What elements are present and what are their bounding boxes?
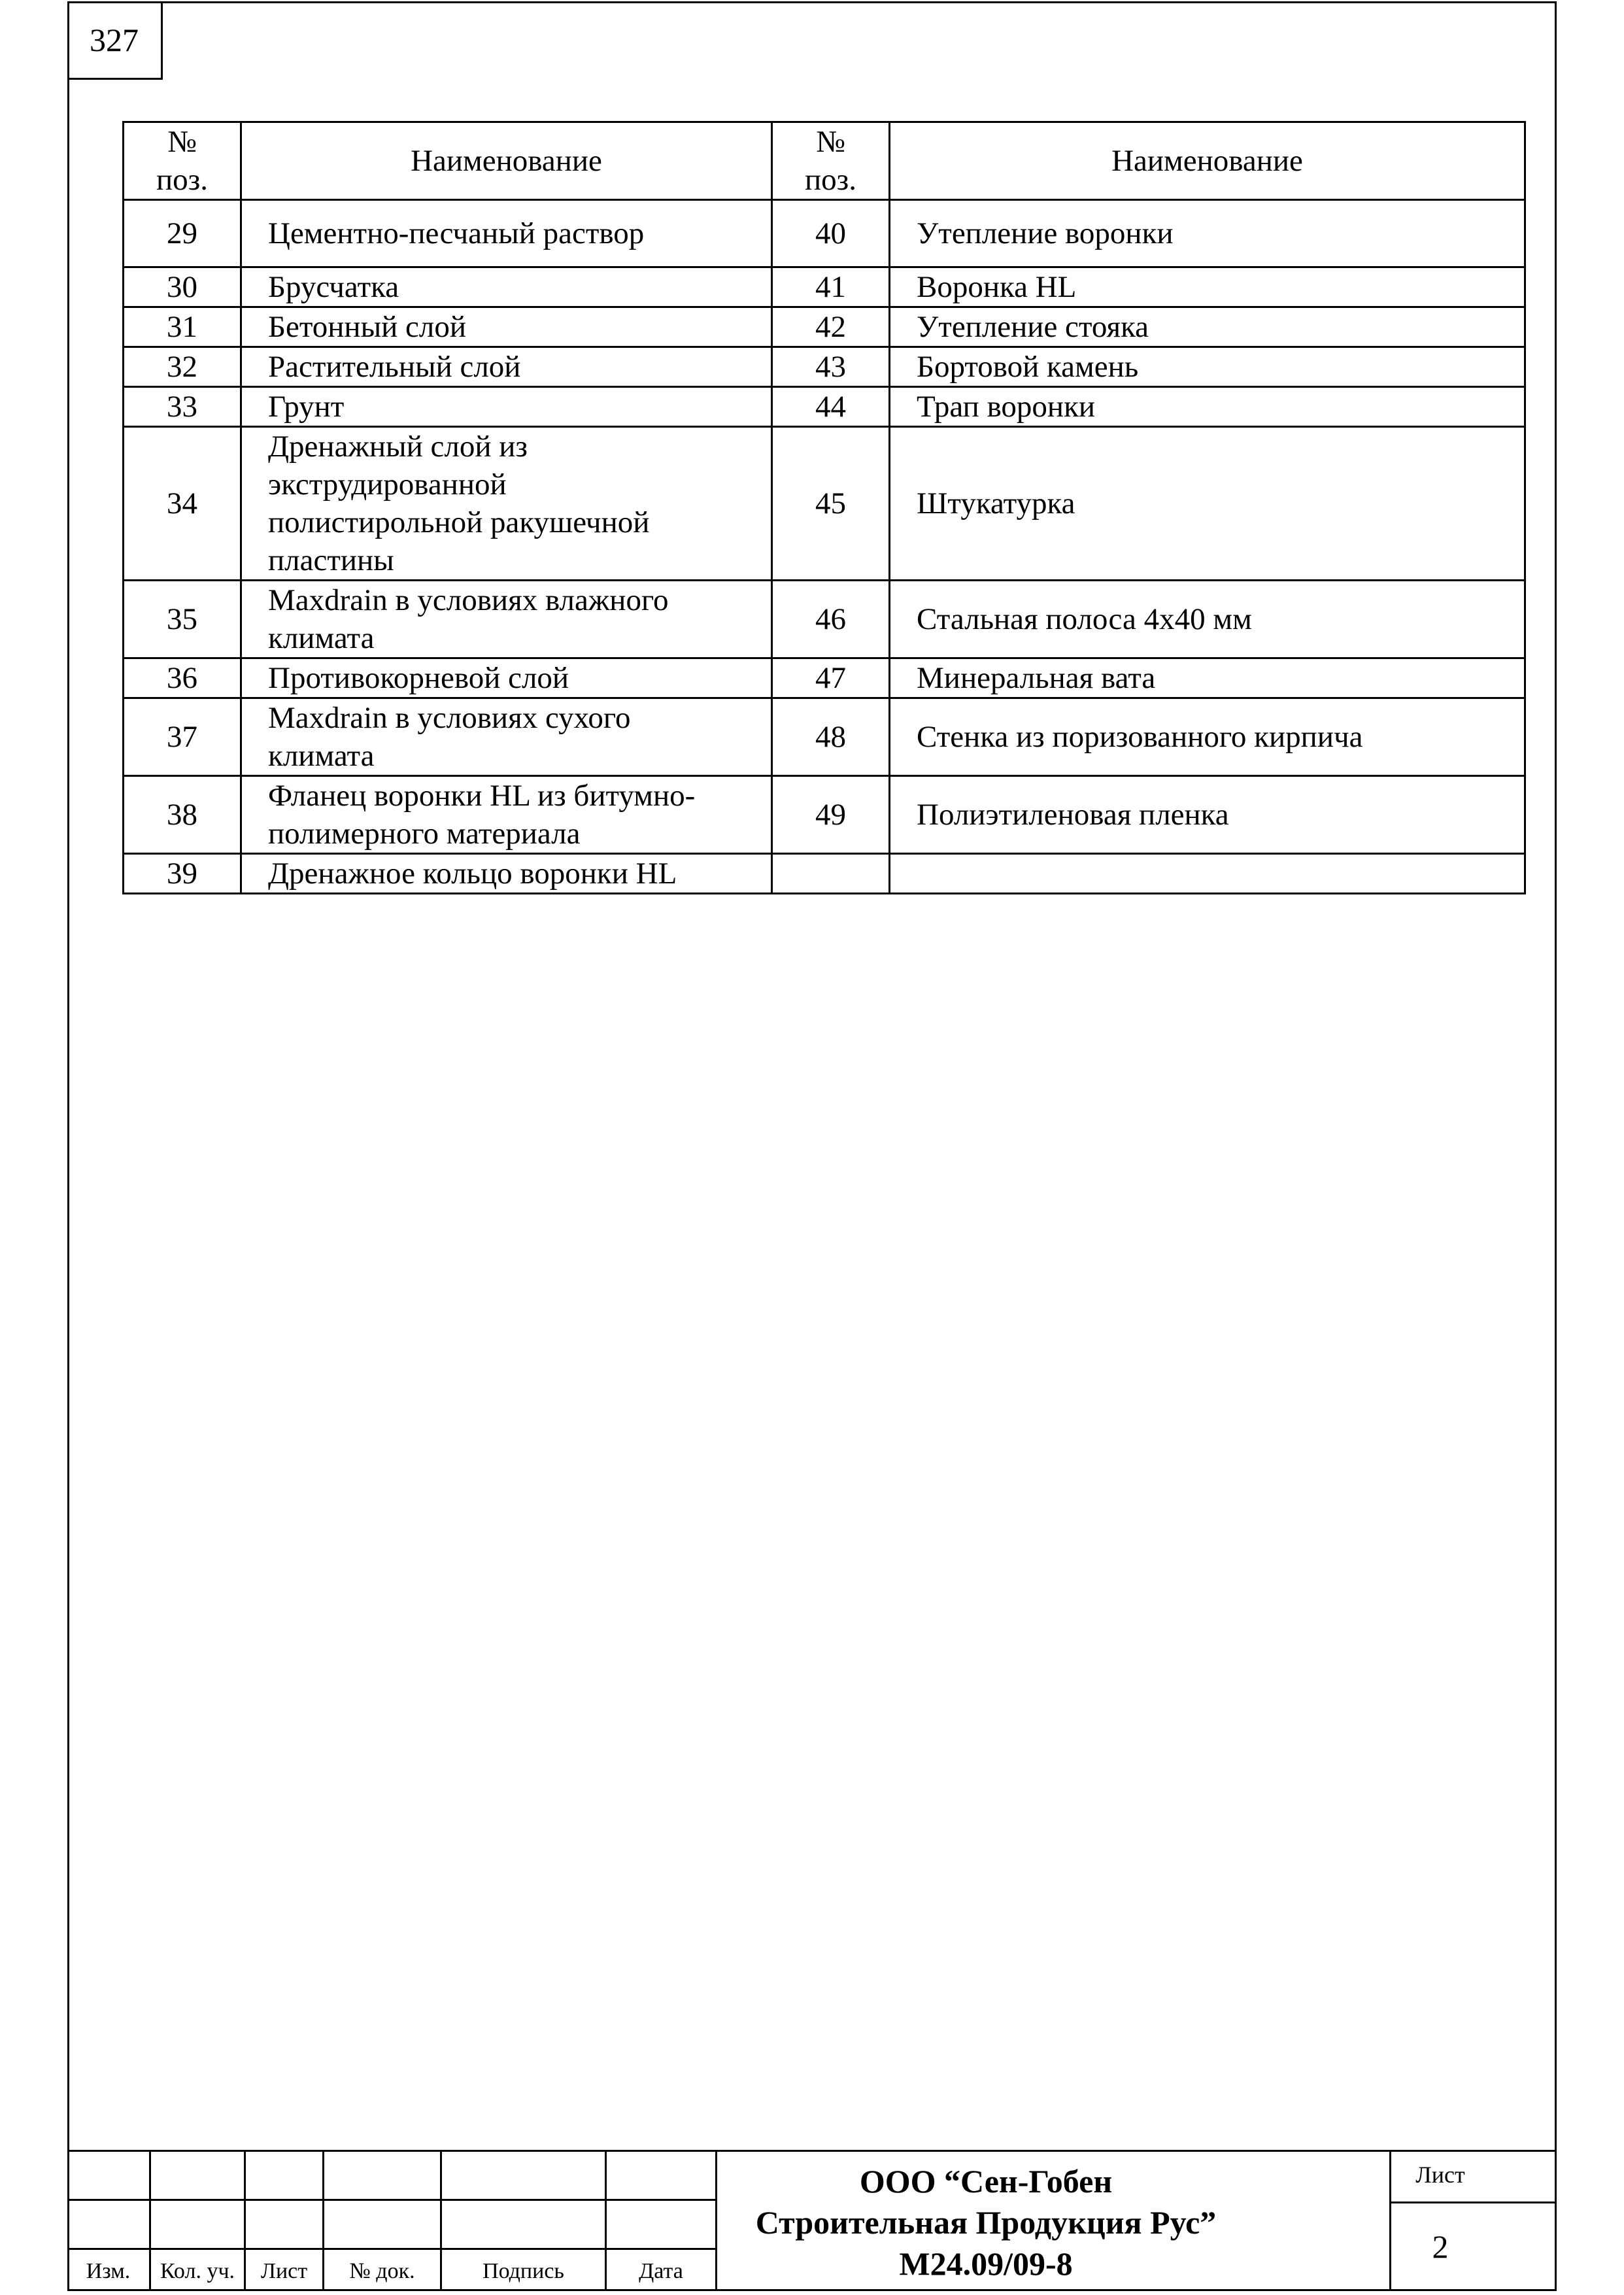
pos-number-left: 37 bbox=[124, 698, 241, 776]
pos-number-left: 29 bbox=[124, 200, 241, 267]
item-name-right: Воронка HL bbox=[890, 267, 1525, 307]
item-name-left bbox=[241, 854, 772, 894]
sheet-number: 2 bbox=[1432, 2228, 1449, 2265]
item-name-line: пластины bbox=[268, 543, 394, 577]
stamp-row-line bbox=[67, 2199, 715, 2201]
item-name-line: Фланец воронки HL из битумно- bbox=[268, 779, 696, 813]
item-name-line: Бетонный слой bbox=[268, 310, 467, 344]
table-row bbox=[124, 307, 1525, 347]
pos-number-left: 35 bbox=[124, 581, 241, 658]
pos-number-right: 49 bbox=[772, 776, 890, 854]
header-name-right: Наименование bbox=[890, 122, 1525, 200]
stamp-label-izm: Изм. bbox=[86, 2259, 131, 2283]
item-name-line: климата bbox=[268, 621, 375, 655]
item-name-line: Дренажный слой из bbox=[268, 430, 528, 464]
item-name-line: Противокорневой слой bbox=[268, 661, 569, 695]
item-name-line: Дренажное кольцо воронки HL bbox=[268, 857, 677, 891]
item-name-left bbox=[241, 776, 772, 854]
item-name-right: Минеральная вата bbox=[890, 658, 1525, 698]
pos-number-left: 36 bbox=[124, 658, 241, 698]
sheet-label: Лист bbox=[1415, 2162, 1465, 2188]
item-name-line: полимерного материала bbox=[268, 817, 581, 851]
item-name-right: Полиэтиленовая пленка bbox=[890, 776, 1525, 854]
stamp-label-list: Лист bbox=[260, 2259, 308, 2283]
table-row bbox=[124, 854, 1525, 894]
pos-number-right: 43 bbox=[772, 347, 890, 387]
header-pos-sign: № bbox=[816, 125, 845, 159]
page-number: 327 bbox=[67, 1, 163, 80]
table-row bbox=[124, 267, 1525, 307]
organization-title bbox=[650, 2154, 1322, 2291]
org-line-2: Строительная Продукция Рус” bbox=[755, 2203, 1217, 2241]
item-name-right: Утепление стояка bbox=[890, 307, 1525, 347]
item-name-left bbox=[241, 200, 772, 267]
pos-number-left: 33 bbox=[124, 387, 241, 427]
item-name-right: Штукатурка bbox=[890, 427, 1525, 581]
item-name-left bbox=[241, 347, 772, 387]
item-name-left bbox=[241, 267, 772, 307]
pos-number-right: 40 bbox=[772, 200, 890, 267]
table-header-row bbox=[124, 122, 1525, 200]
item-name-left bbox=[241, 698, 772, 776]
header-pos-left bbox=[124, 122, 241, 200]
header-pos-sign: № bbox=[167, 125, 197, 159]
org-line-1: ООО “Сен-Гобен bbox=[859, 2162, 1113, 2200]
pos-number-left: 32 bbox=[124, 347, 241, 387]
table-row bbox=[124, 427, 1525, 581]
table-row bbox=[124, 200, 1525, 267]
header-pos-right bbox=[772, 122, 890, 200]
table-row bbox=[124, 581, 1525, 658]
item-name-line: Maxdrain в условиях сухого bbox=[268, 701, 631, 735]
item-name-right: Стенка из поризованного кирпича bbox=[890, 698, 1525, 776]
pos-number-left: 34 bbox=[124, 427, 241, 581]
pos-number-right bbox=[772, 854, 890, 894]
item-name-line: полистирольной ракушечной bbox=[268, 505, 650, 539]
header-name-left: Наименование bbox=[241, 122, 772, 200]
pos-number-right: 42 bbox=[772, 307, 890, 347]
item-name-right: Стальная полоса 4х40 мм bbox=[890, 581, 1525, 658]
table-row bbox=[124, 658, 1525, 698]
item-name-left bbox=[241, 307, 772, 347]
pos-number-right: 47 bbox=[772, 658, 890, 698]
item-name-line: Цементно-песчаный раствор bbox=[268, 216, 645, 250]
header-pos-abbr: поз. bbox=[156, 163, 208, 197]
header-pos-abbr: поз. bbox=[805, 163, 856, 197]
item-name-line: климата bbox=[268, 739, 375, 773]
pos-number-left: 30 bbox=[124, 267, 241, 307]
table-row bbox=[124, 698, 1525, 776]
pos-number-left: 38 bbox=[124, 776, 241, 854]
item-name-line: Maxdrain в условиях влажного bbox=[268, 583, 669, 617]
stamp-label-doc-no: № док. bbox=[349, 2259, 415, 2283]
stamp-label-date: Дата bbox=[639, 2259, 683, 2283]
table-row bbox=[124, 347, 1525, 387]
item-name-left bbox=[241, 658, 772, 698]
pos-number-left: 31 bbox=[124, 307, 241, 347]
table-row bbox=[124, 776, 1525, 854]
item-name-right bbox=[890, 854, 1525, 894]
pos-number-left: 39 bbox=[124, 854, 241, 894]
specification-table bbox=[122, 121, 1526, 894]
pos-number-right: 46 bbox=[772, 581, 890, 658]
item-name-line: Растительный слой bbox=[268, 350, 521, 384]
table-row bbox=[124, 387, 1525, 427]
item-name-left bbox=[241, 387, 772, 427]
pos-number-right: 48 bbox=[772, 698, 890, 776]
item-name-line: экструдированной bbox=[268, 468, 507, 502]
item-name-right: Утепление воронки bbox=[890, 200, 1525, 267]
item-name-right: Бортовой камень bbox=[890, 347, 1525, 387]
item-name-line: Брусчатка bbox=[268, 270, 399, 304]
item-name-right: Трап воронки bbox=[890, 387, 1525, 427]
stamp-label-kol-uch: Кол. уч. bbox=[160, 2259, 235, 2283]
document-code: М24.09/09-8 bbox=[899, 2245, 1073, 2282]
item-name-left bbox=[241, 581, 772, 658]
pos-number-right: 44 bbox=[772, 387, 890, 427]
stamp-label-signature: Подпись bbox=[482, 2259, 564, 2283]
item-name-line: Грунт bbox=[268, 390, 345, 424]
pos-number-right: 41 bbox=[772, 267, 890, 307]
pos-number-right: 45 bbox=[772, 427, 890, 581]
item-name-left bbox=[241, 427, 772, 581]
